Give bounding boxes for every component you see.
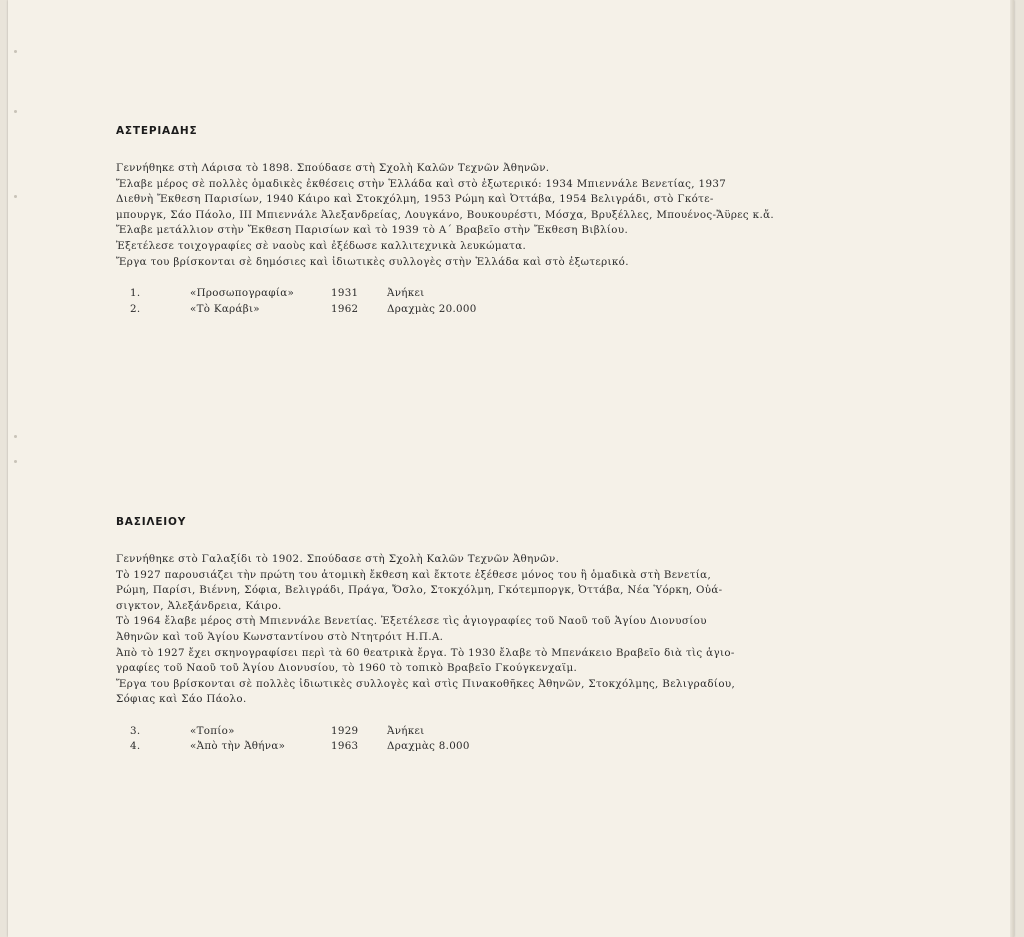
bio-line: Γεννήθηκε στὸ Γαλαξίδι τὸ 1902. Σπούδασε στὴ Σχολὴ Καλῶν Τεχνῶν Ἀθηνῶν.: [116, 553, 560, 565]
catalog-page: [8, 0, 1014, 937]
artist-entry-asteriadis: [116, 124, 926, 317]
work-row: [116, 302, 926, 318]
works-list: [116, 724, 926, 755]
work-year: 1929: [331, 724, 359, 737]
artist-biography: [116, 552, 926, 708]
bio-line: Σόφιας καὶ Σάο Πάολο.: [116, 693, 247, 706]
bio-line: Ἔργα του βρίσκονται σὲ πολλὲς ἰδιωτικὲς συλλογὲς καὶ στὶς Πινακοθῆκες Ἀθηνῶν, Στοκχόλμης, Βελιγραδίου,: [116, 677, 736, 690]
works-list: [116, 286, 926, 317]
work-year: 1931: [331, 287, 359, 300]
artist-name-heading: ΑΣΤΕΡΙΑΔΗΣ: [116, 125, 198, 137]
work-price: Ἀνήκει: [387, 287, 425, 300]
artist-entry-vasileiou: [116, 515, 926, 755]
bio-line: Ἀθηνῶν καὶ τοῦ Ἁγίου Κωνσταντίνου στὸ Ντητρόιτ Η.Π.Α.: [116, 630, 444, 643]
work-price: Δραχμὰς 8.000: [387, 740, 470, 753]
work-number: 2.: [130, 302, 141, 315]
bio-line: σιγκτον, Ἀλεξάνδρεια, Κάιρο.: [116, 599, 282, 612]
bio-line: Διεθνὴ Ἔκθεση Παρισίων, 1940 Κάιρο καὶ Στοκχόλμη, 1953 Ρώμη καὶ Ὀττάβα, 1954 Βελιγράδι, στὸ Γκότε-: [116, 193, 714, 206]
work-number: 1.: [130, 287, 141, 300]
bio-line: Τὸ 1927 παρουσιάζει τὴν πρώτη του ἀτομικὴ ἔκθεση καὶ ἔκτοτε ἐξέθεσε μόνος του ἢ ὁμαδικὰ στὴ Βενετία,: [116, 568, 712, 581]
bio-line: Γεννήθηκε στὴ Λάρισα τὸ 1898. Σπούδασε στὴ Σχολὴ Καλῶν Τεχνῶν Ἀθηνῶν.: [116, 162, 550, 174]
work-title: «Ἀπὸ τὴν Ἀθήνα»: [190, 740, 286, 753]
work-year: 1962: [331, 302, 359, 315]
bio-line: Ἔλαβε μέρος σὲ πολλὲς ὁμαδικὲς ἐκθέσεις στὴν Ἑλλάδα καὶ στὸ ἐξωτερικό: 1934 Μπιεννάλε Βενετίας, 1937: [116, 177, 727, 190]
artist-name-heading: ΒΑΣΙΛΕΙΟΥ: [116, 516, 187, 528]
work-row: [116, 724, 926, 740]
work-year: 1963: [331, 740, 359, 753]
page-edge-shadow: [1010, 0, 1014, 937]
bio-line: μπουργκ, Σάο Πάολο, ΙΙΙ Μπιεννάλε Ἀλεξανδρείας, Λουγκάνο, Βουκουρέστι, Μόσχα, Βρυξέλλες, Μπουένος-Ἄϋρες κ.ἄ.: [116, 208, 774, 221]
work-price: Δραχμὰς 20.000: [387, 302, 477, 315]
work-row: [116, 739, 926, 755]
work-price: Ἀνήκει: [387, 724, 425, 737]
work-title: «Τοπίο»: [190, 724, 235, 737]
bio-line: γραφίες τοῦ Ναοῦ τοῦ Ἁγίου Διονυσίου, τὸ 1960 τὸ τοπικὸ Βραβεῖο Γκούγκενχαϊμ.: [116, 662, 578, 675]
work-number: 3.: [130, 724, 141, 737]
work-title: «Τὸ Καράβι»: [190, 302, 260, 315]
work-row: [116, 286, 926, 302]
bio-line: Τὸ 1964 ἔλαβε μέρος στὴ Μπιεννάλε Βενετίας. Ἐξετέλεσε τὶς ἁγιογραφίες τοῦ Ναοῦ τοῦ Ἁγίου Διονυσίου: [116, 615, 707, 628]
binding-holes: [14, 40, 20, 540]
artist-biography: [116, 161, 926, 270]
bio-line: Ἔλαβε μετάλλιον στὴν Ἔκθεση Παρισίων καὶ τὸ 1939 τὸ Α΄ Βραβεῖο στὴν Ἔκθεση Βιβλίου.: [116, 224, 629, 237]
bio-line: Ἔργα του βρίσκονται σὲ δημόσιες καὶ ἰδιωτικὲς συλλογὲς στὴν Ἑλλάδα καὶ στὸ ἐξωτερικό.: [116, 255, 629, 268]
work-number: 4.: [130, 740, 141, 753]
work-title: «Προσωπογραφία»: [190, 287, 295, 300]
bio-line: Ρώμη, Παρίσι, Βιέννη, Σόφια, Βελιγράδι, Πράγα, Ὄσλο, Στοκχόλμη, Γκότεμποργκ, Ὀττάβα, Νέα Ὑόρκη, Οὐά-: [116, 584, 723, 597]
bio-line: Ἐξετέλεσε τοιχογραφίες σὲ ναοὺς καὶ ἐξέδωσε καλλιτεχνικὰ λευκώματα.: [116, 239, 527, 252]
bio-line: Ἀπὸ τὸ 1927 ἔχει σκηνογραφίσει περὶ τὰ 60 θεατρικὰ ἔργα. Τὸ 1930 ἔλαβε τὸ Μπενάκειο Βραβεῖο διὰ τὶς ἁγιο-: [116, 646, 735, 659]
